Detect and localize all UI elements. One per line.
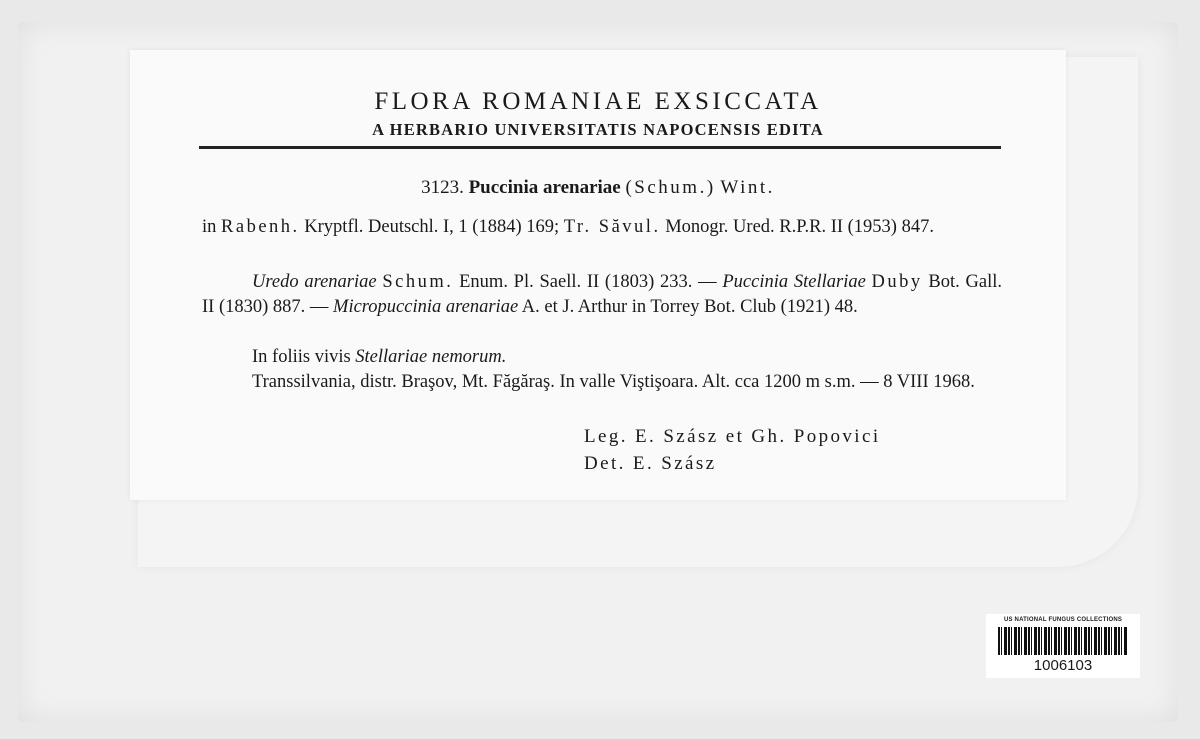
barcode-number: 1006103 — [1033, 657, 1093, 674]
locality: Transsilvania, distr. Braşov, Mt. Făgăraş. In valle Viştişoara. Alt. cca 1200 m s.m. — 8 VIII 1968. — [252, 372, 975, 392]
species-line — [130, 177, 1066, 199]
herbarium-label — [130, 50, 1066, 500]
barcode-bars — [998, 627, 1128, 655]
collector-block — [584, 423, 881, 477]
species-author-parenthetical: (Schum.) — [625, 177, 716, 198]
species-name: Puccinia arenariae — [468, 177, 621, 198]
header-rule — [199, 146, 1001, 149]
reference-citation: in Rabenh. Kryptfl. Deutschl. I, 1 (1884) 169; Tr. Săvul. Monogr. Ured. R.P.R. II (1953) 847. — [202, 217, 934, 237]
collector: Leg. E. Szász et Gh. Popovici — [584, 426, 881, 447]
synonyms: Uredo arenariae Schum. Enum. Pl. Saell. II (1803) 233. — Puccinia Stellariae Duby Bot. Gall. II (1830) 887. — Micropuccinia arenariae A. et J. Arthur in Torrey Bot. Club (1921) 48. — [202, 272, 1002, 317]
habitat: In foliis vivis Stellariae nemorum. — [252, 347, 507, 367]
barcode-header: US NATIONAL FUNGUS COLLECTIONS — [1003, 617, 1123, 623]
species-number: 3123. — [421, 177, 464, 198]
barcode-label — [986, 614, 1140, 678]
label-title: FLORA ROMANIAE EXSICCATA — [374, 88, 822, 115]
species-author: Wint. — [720, 177, 775, 198]
label-subtitle: A HERBARIO UNIVERSITATIS NAPOCENSIS EDITA — [372, 120, 824, 139]
determiner: Det. E. Szász — [584, 453, 717, 474]
